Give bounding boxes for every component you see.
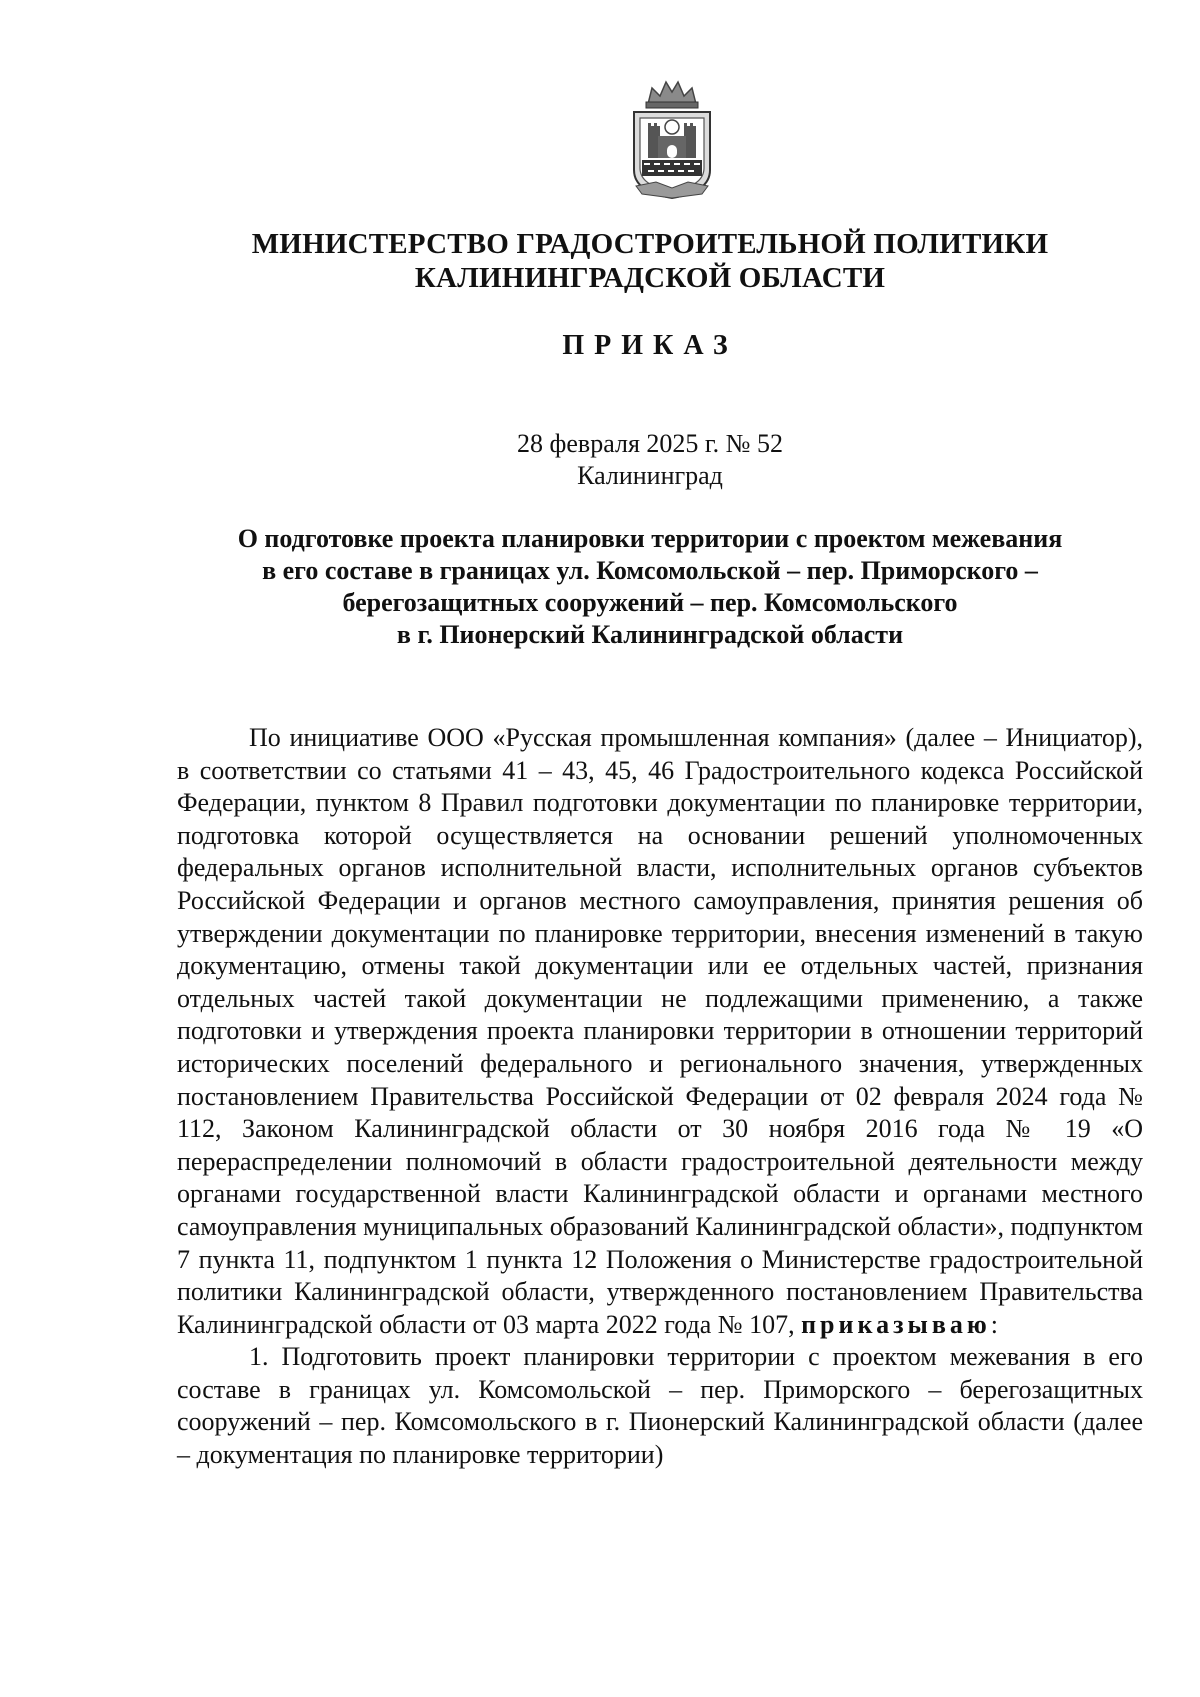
document-body: [177, 722, 1143, 1472]
ministry-name-line-1: МИНИСТЕРСТВО ГРАДОСТРОИТЕЛЬНОЙ ПОЛИТИКИ: [251, 228, 1049, 260]
ministry-name: [150, 227, 1150, 295]
order-colon: :: [990, 1309, 998, 1339]
date-number: 28 февраля 2025 г. № 52: [517, 429, 783, 458]
order-word: приказываю: [801, 1309, 991, 1339]
preamble-paragraph: [177, 722, 1143, 1341]
subject-line-2: в его составе в границах ул. Комсомольской – пер. Приморского –: [262, 556, 1038, 585]
city: Калининград: [577, 461, 723, 490]
subject-line-1: О подготовке проекта планировки территории с проектом межевания: [237, 524, 1063, 553]
document-type: ПРИКАЗ: [562, 330, 738, 361]
subject-line-3: берегозащитных сооружений – пер. Комсомольского: [342, 588, 958, 617]
ministry-name-line-2: КАЛИНИНГРАДСКОЙ ОБЛАСТИ: [414, 262, 886, 294]
coat-of-arms-icon: [626, 78, 718, 200]
item-1-paragraph: 1. Подготовить проект планировки территории с проектом межевания в его составе в границах ул. Комсомольской – пер. Приморского – берегозащитных сооружений – пер. Комсомольского в г. Пионерский Калининградской области (далее – документация по планировке территории): [177, 1342, 1143, 1470]
document-subject: [150, 523, 1150, 651]
date-and-place: [150, 428, 1150, 492]
preamble-text: По инициативе ООО «Русская промышленная компания» (далее – Инициатор), в соответствии со статьями 41 – 43, 45, 46 Градостроительного кодекса Российской Федерации, пунктом 8 Правил подготовки документации по планировке территории, подготовка которой осуществляется на основании решений уполномоченных федеральных органов исполнительной власти, исполнительных органов субъектов Российской Федерации и органов местного самоуправления, принятия решения об утверждении документации по планировке территории, внесения изменений в такую документацию, отмены такой документации или ее отдельных частей, признания отдельных частей такой документации не подлежащими применению, а также подготовки и утверждения проекта планировки территории в отношении территорий исторических поселений федерального и регионального значения, утвержденных постановлением Правительства Российской Федерации от 02 февраля 2024 года № 112, Законом Калининградской области от 30 ноября 2016 года № 19 «О перераспределении полномочий в области градостроительной деятельности между органами государственной власти Калининградской области и органами местного самоуправления муниципальных образований Калининградской области», подпунктом 7 пункта 11, подпунктом 1 пункта 12 Положения о Министерстве градостроительной политики Калининградской области, утвержденного постановлением Правительства Калининградской области от 03 марта 2022 года № 107,: [177, 723, 1143, 1339]
subject-line-4: в г. Пионерский Калининградской области: [396, 620, 904, 649]
